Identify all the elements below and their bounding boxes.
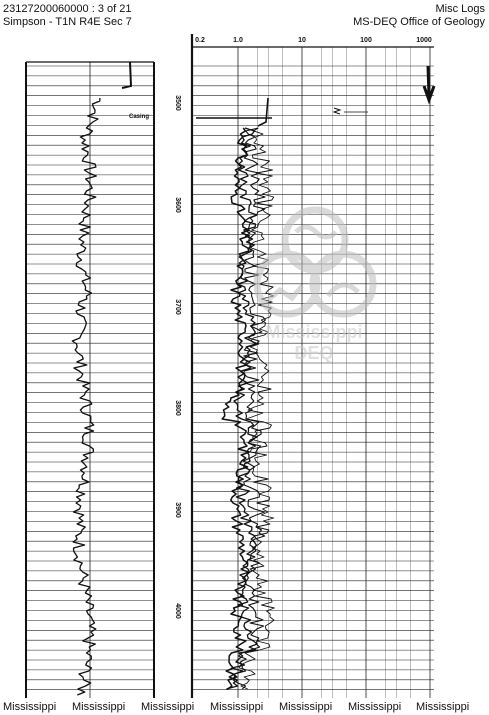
left-track (26, 62, 154, 698)
right-track (192, 34, 434, 698)
well-location: Simpson - T1N R4E Sec 7 (3, 16, 132, 28)
footer-label: Mississippi (210, 701, 264, 713)
depth-label: 3700 (174, 299, 181, 315)
footer-label: Mississippi (348, 701, 402, 713)
depth-label: 3500 (174, 95, 181, 111)
footer-label: Mississippi (141, 701, 195, 713)
watermark-line1: Mississippi (265, 322, 363, 342)
agency-name: MS-DEQ Office of Geology (353, 16, 485, 28)
scale-label: 1000 (416, 37, 432, 44)
well-id-page: 23127200060000 : 3 of 21 (3, 3, 132, 15)
depth-track (174, 95, 181, 619)
footer-label: Mississippi (72, 701, 126, 713)
scale-label: 10 (298, 37, 306, 44)
resistivity-scale (195, 37, 432, 44)
footer-label: Mississippi (279, 701, 333, 713)
footer-watermark-strip (0, 700, 489, 714)
casing-annotation: Casing (129, 114, 150, 120)
left-log-curve (72, 98, 100, 695)
resistivity-curves (222, 128, 274, 689)
mississippi-deq-watermark (257, 210, 373, 363)
depth-label: 3800 (174, 400, 181, 416)
depth-label: 3600 (174, 197, 181, 213)
footer-label: Mississippi (416, 701, 470, 713)
depth-label: 3900 (174, 502, 181, 518)
scale-label: 1.0 (233, 37, 243, 44)
watermark-line2: DEQ (294, 343, 334, 363)
footer-label: Mississippi (3, 701, 57, 713)
log-category: Misc Logs (435, 3, 485, 15)
depth-label: 4000 (174, 603, 181, 619)
scale-label: 0.2 (195, 37, 205, 44)
scale-label: 100 (360, 37, 372, 44)
